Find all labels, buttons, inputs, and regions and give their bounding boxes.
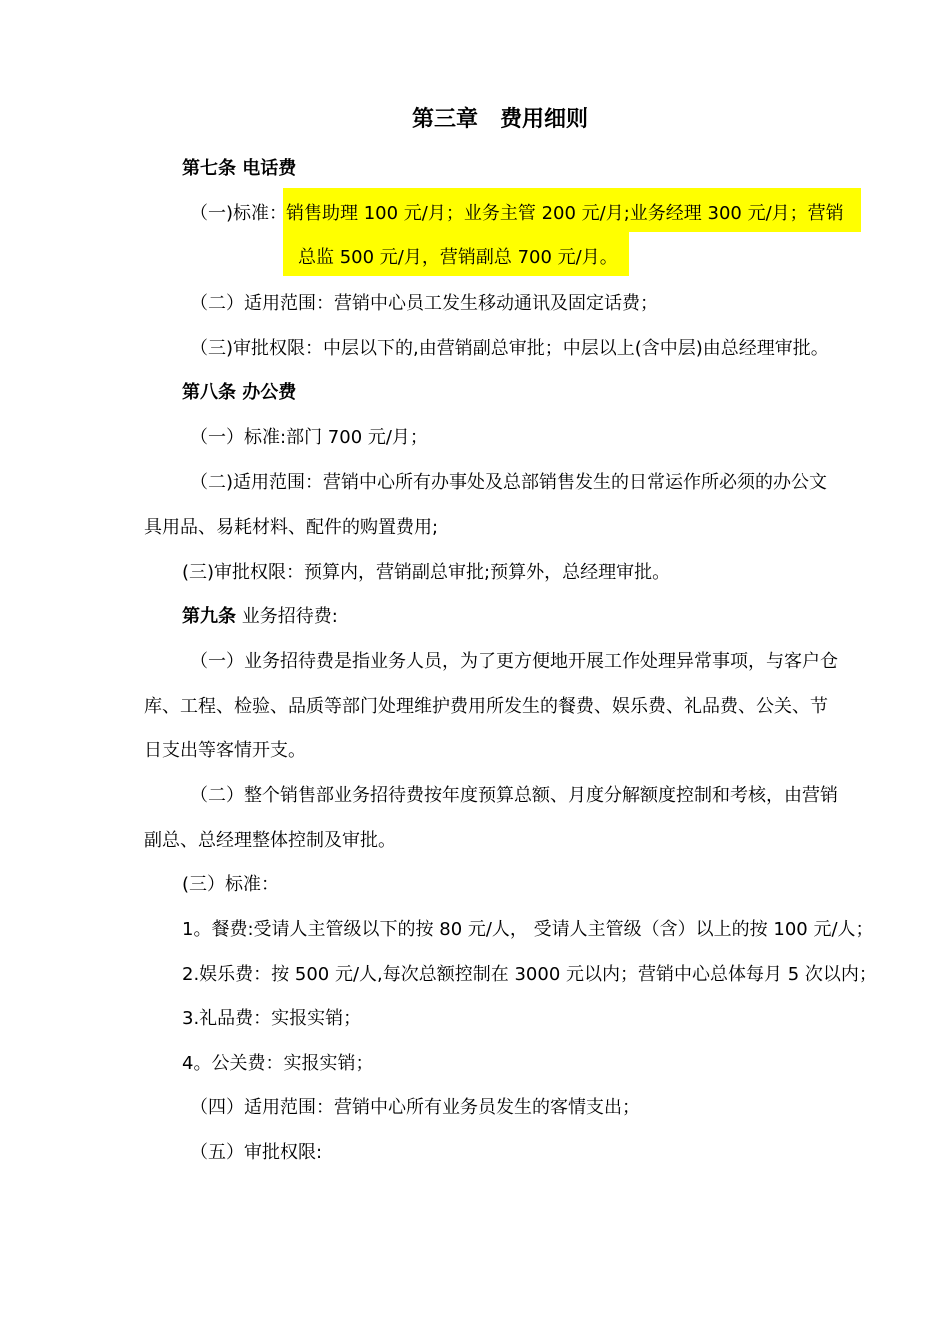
article-9-approval: （五）审批权限: bbox=[190, 1142, 323, 1163]
article-9-item-1: 1。餐费:受请人主管级以下的按 80 元/人， 受请人主管级（含）以上的按 100 元/人； bbox=[182, 919, 874, 940]
article-9-heading-number: 第九条 bbox=[182, 606, 236, 627]
article-9-standard-label: (三）标准： bbox=[182, 874, 280, 895]
article-7-standard-line-1: 销售助理 100 元/月；业务主管 200 元/月;业务经理 300 元/月；营销 bbox=[286, 203, 844, 224]
article-9-item-4: 4。公关费：实报实销； bbox=[182, 1053, 374, 1074]
article-7-standard-label: （一)标准： bbox=[190, 203, 288, 224]
article-9-heading-title: 业务招待费: bbox=[236, 606, 338, 627]
article-9-para-1-line-2: 库、工程、检验、品质等部门处理维护费用所发生的餐费、娱乐费、礼品费、公关、节 bbox=[144, 696, 828, 717]
article-9-scope: （四）适用范围：营销中心所有业务员发生的客情支出； bbox=[190, 1097, 640, 1118]
chapter-title: 第三章 费用细则 bbox=[412, 107, 589, 132]
article-8-approval: (三)审批权限：预算内，营销副总审批;预算外，总经理审批。 bbox=[182, 562, 671, 583]
article-7-scope: （二）适用范围：营销中心员工发生移动通讯及固定话费； bbox=[190, 293, 658, 314]
article-7-standard-line-2: 总监 500 元/月，营销副总 700 元/月。 bbox=[298, 247, 618, 268]
article-9-para-2-line-1: （二）整个销售部业务招待费按年度预算总额、月度分解额度控制和考核，由营销 bbox=[190, 785, 838, 806]
article-9-heading bbox=[182, 605, 338, 629]
article-9-item-3: 3.礼品费：实报实销； bbox=[182, 1008, 362, 1029]
article-8-scope-line-1: （二)适用范围：营销中心所有办事处及总部销售发生的日常运作所必须的办公文 bbox=[190, 472, 828, 493]
article-7-approval: （三)审批权限：中层以下的,由营销副总审批；中层以上(含中层)由总经理审批。 bbox=[190, 338, 829, 359]
article-8-standard: （一）标准:部门 700 元/月； bbox=[190, 427, 428, 448]
article-8-heading: 第八条 办公费 bbox=[182, 382, 297, 403]
article-8-scope-line-2: 具用品、易耗材料、配件的购置费用; bbox=[144, 517, 439, 538]
article-7-heading: 第七条 电话费 bbox=[182, 158, 297, 179]
article-9-para-1-line-1: （一）业务招待费是指业务人员，为了更方便地开展工作处理异常事项，与客户仓 bbox=[190, 651, 838, 672]
article-9-para-1-line-3: 日支出等客情开支。 bbox=[144, 740, 306, 761]
article-9-para-2-line-2: 副总、总经理整体控制及审批。 bbox=[144, 830, 396, 851]
article-9-item-2: 2.娱乐费：按 500 元/人,每次总额控制在 3000 元以内；营销中心总体每月 5 次以内； bbox=[182, 964, 877, 985]
